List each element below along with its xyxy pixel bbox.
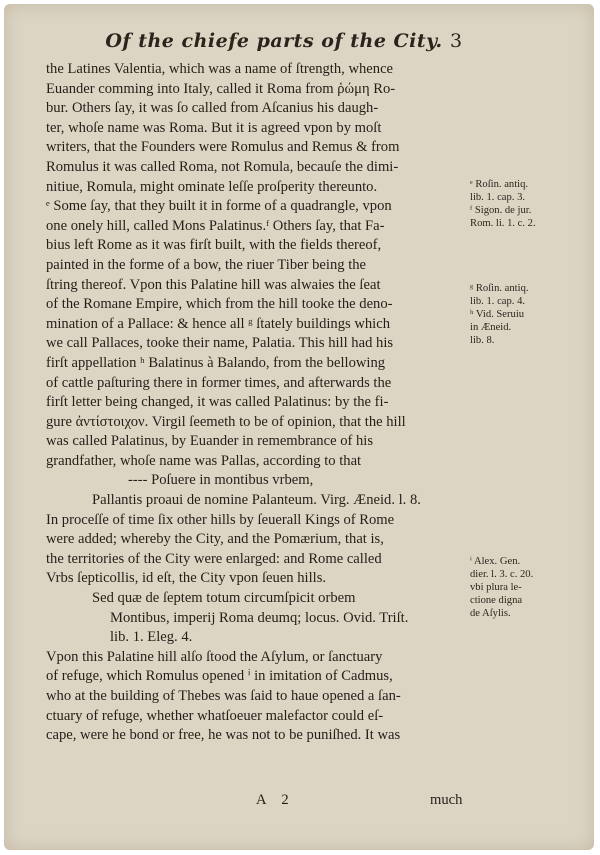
margin-note xyxy=(470,503,586,516)
text-line: ter, whoſe name was Roma. But it is agreed vpon by moſt xyxy=(46,119,382,136)
margin-note: lib. 8. xyxy=(470,335,495,346)
margin-note xyxy=(470,516,586,529)
text-line: painted in the forme of a bow, the riuer Tiber being the xyxy=(46,256,367,273)
margin-note: lib. 1. cap. 3. xyxy=(470,192,526,203)
margin-note xyxy=(470,425,586,438)
margin-note: ᵉ Roſin. antiq. xyxy=(470,179,529,190)
margin-note xyxy=(470,269,586,282)
text-line: the Latines Valentia, which was a name of ſtrength, whence xyxy=(46,61,394,77)
text-line: mination of a Pallace: & hence all ᵍ ſtately buildings which xyxy=(46,315,391,332)
margin-note: ctione digna xyxy=(470,595,523,606)
margin-note: de Aſylis. xyxy=(470,608,511,619)
text-line: writers, that the Founders were Romulus and Remus & from xyxy=(46,139,400,156)
text-line: Vpon this Palatine hill alſo ſtood the Aſylum, or ſanctuary xyxy=(46,648,383,665)
margin-note: ʰ Vid. Seruiu xyxy=(470,309,525,320)
catchword: much xyxy=(430,792,463,808)
margin-note xyxy=(470,529,586,542)
margin-note xyxy=(470,373,586,386)
margin-note: Rom. li. 1. c. 2. xyxy=(470,218,536,229)
margin-note xyxy=(470,360,586,373)
page-footer xyxy=(46,792,476,814)
text-line: grandfather, whoſe name was Pallas, according to that xyxy=(46,452,362,469)
text-line: Vrbs ſepticollis, id eſt, the City vpon ſeuen hills. xyxy=(46,570,327,587)
text-line: who at the building of Thebes was ſaid to haue opened a ſan- xyxy=(46,688,401,704)
body-text xyxy=(46,60,468,746)
text-line: ctuary of refuge, whether whatſoeuer malefactor could eſ- xyxy=(46,707,384,724)
margin-note xyxy=(470,230,586,243)
running-head: Of the chiefe parts of the City. xyxy=(105,30,443,52)
margin-note: ⁱ Alex. Gen. xyxy=(470,556,521,567)
text-line: nitiue, Romula, might ominate leſſe proſperity thereunto. xyxy=(46,178,378,195)
page-number: 3 xyxy=(450,30,463,52)
margin-notes xyxy=(470,178,586,620)
margin-note xyxy=(470,542,586,555)
margin-note xyxy=(470,438,586,451)
text-line: bius left Rome as it was firſt built, with the fields thereof, xyxy=(46,237,382,254)
margin-note xyxy=(470,464,586,477)
margin-note xyxy=(470,243,586,256)
text-line: we call Pallaces, tooke their name, Palatia. This hill had his xyxy=(46,335,394,352)
margin-note xyxy=(470,412,586,425)
text-line: bur. Others ſay, it was ſo called from Aſcanius his daugh- xyxy=(46,100,379,117)
verse-line: Pallantis proaui de nomine Palanteum. Virg. Æneid. l. 8. xyxy=(92,492,421,509)
margin-note xyxy=(470,256,586,269)
margin-note xyxy=(470,451,586,464)
text-line: ᵉ Some ſay, that they built it in forme of a quadrangle, vpon xyxy=(46,198,392,215)
margin-note: vbi plura le- xyxy=(470,582,522,593)
text-line: cape, were he bond or free, he was not to be puniſhed. It was xyxy=(46,727,401,744)
margin-note xyxy=(470,490,586,503)
text-line: ſtring thereof. Vpon this Palatine hill was alwaies the ſeat xyxy=(46,276,381,293)
margin-note: dier. l. 3. c. 20. xyxy=(470,569,534,580)
verse-line: Sed quæ de ſeptem totum circumſpicit orbem xyxy=(92,590,356,607)
text-line: In proceſſe of time ſix other hills by ſeuerall Kings of Rome xyxy=(46,511,395,528)
text-line: gure ἀντίστοιχον. Virgil ſeemeth to be of opinion, that the hill xyxy=(46,413,406,430)
margin-note xyxy=(470,386,586,399)
text-line: one onely hill, called Mons Palatinus.ᶠ Others ſay, that Fa- xyxy=(46,217,385,234)
text-line: firſt appellation ʰ Balatinus à Balando, from the bellowing xyxy=(46,354,386,371)
text-line: of the Romane Empire, which from the hill tooke the deno- xyxy=(46,296,393,313)
text-line: of cattle paſturing there in former times, and afterwards the xyxy=(46,374,392,391)
text-line: Romulus it was called Roma, not Romula, becauſe the dimi- xyxy=(46,158,399,175)
margin-note: lib. 1. cap. 4. xyxy=(470,296,526,307)
margin-note xyxy=(470,347,586,360)
margin-note: in Æneid. xyxy=(470,322,512,333)
margin-note xyxy=(470,477,586,490)
text-line: firſt letter being changed, it was called Palatinus: by the fi- xyxy=(46,394,389,411)
book-page xyxy=(4,4,594,850)
verse-line: Montibus, imperij Roma deumq; locus. Ovid. Triſt. xyxy=(110,609,409,626)
signature-mark: A 2 xyxy=(256,792,295,808)
text-line: was called Palatinus, by Euander in remembrance of his xyxy=(46,433,374,450)
margin-note: ᵍ Roſin. antiq. xyxy=(470,283,529,294)
margin-note xyxy=(470,399,586,412)
text-line: were added; whereby the City, and the Pomærium, that is, xyxy=(46,531,384,548)
verse-line: lib. 1. Eleg. 4. xyxy=(110,629,193,646)
verse-line: ---- Poſuere in montibus vrbem, xyxy=(128,472,314,489)
text-line: of refuge, which Romulus opened ⁱ in imitation of Cadmus, xyxy=(46,668,393,685)
text-line: Euander comming into Italy, called it Roma from ῥώμη Ro- xyxy=(46,80,396,97)
text-line: the territories of the City were enlarged: and Rome called xyxy=(46,550,382,567)
margin-note: ᶠ Sigon. de jur. xyxy=(470,205,532,216)
